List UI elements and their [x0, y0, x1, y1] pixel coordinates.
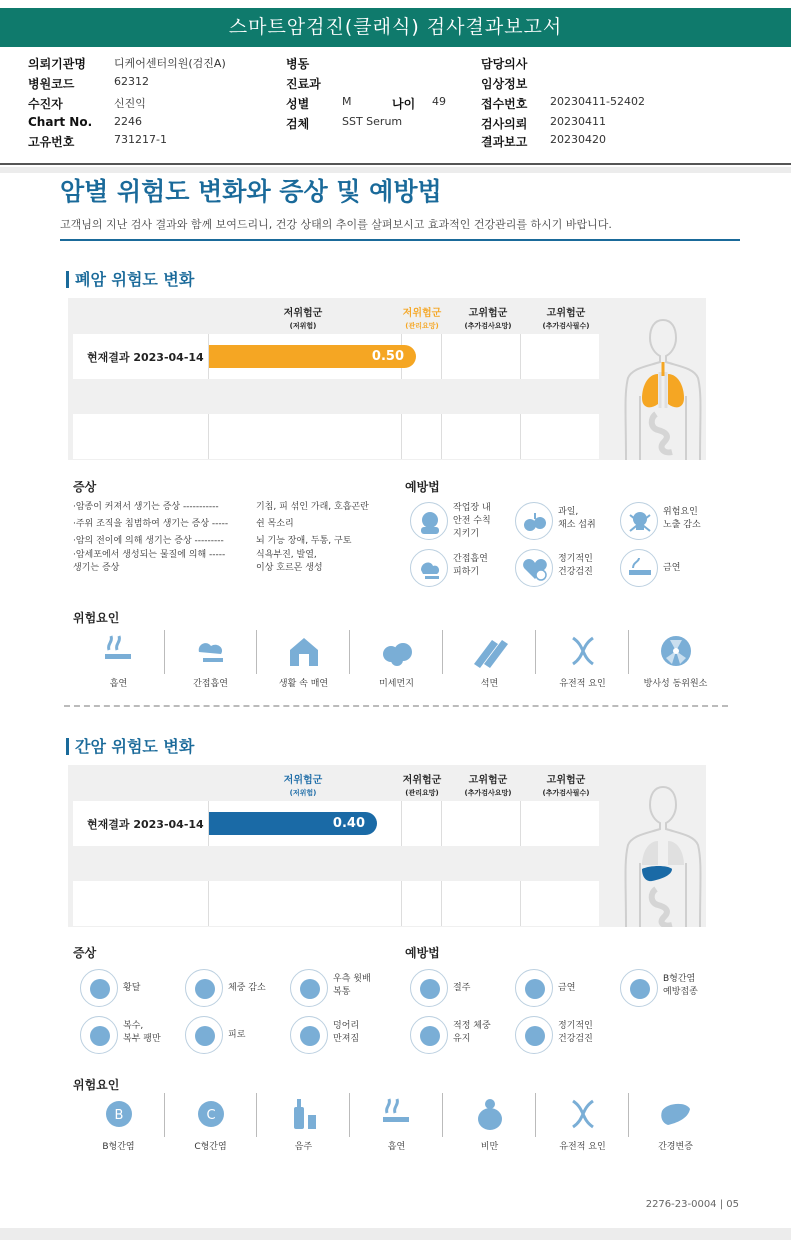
liver-symptom-label: 황달: [123, 983, 141, 993]
liver-empty-row: [73, 881, 599, 926]
page-subtitle: 고객님의 지난 검사 결과와 함께 보여드리니, 건강 상태의 추이를 살펴보시고 효과적인 건강관리를 하시기 바랍니다.: [60, 218, 612, 231]
liver-risk-title: 위험요인: [73, 1078, 120, 1092]
lung-prevention-3: 위험요인 노출 감소: [620, 502, 730, 542]
cloudsmoke-icon: [193, 634, 229, 668]
risk-factor-label: 흡연: [387, 1142, 406, 1152]
risk-factor-label: 유전적 요인: [559, 1142, 606, 1152]
lung-risk-title: 위험요인: [73, 611, 120, 625]
liver-prevention-icon: [515, 1016, 553, 1054]
risk-factor-6: [536, 1097, 629, 1153]
specimen-label: 검체: [286, 117, 310, 131]
house-icon: [286, 634, 322, 668]
risk-factor-label: 음주: [294, 1142, 313, 1152]
institution-label: 의뢰기관명: [28, 57, 86, 71]
liver-prevention-label: 정기적인 건강검진: [558, 1021, 593, 1044]
lung-result-row: [73, 334, 599, 379]
sex-value: M: [342, 95, 352, 108]
risk-factor-label: 석면: [480, 679, 499, 689]
liver-prevention-4: [410, 1016, 520, 1056]
lung-col-3: 고위험군 (추가검사요망): [464, 308, 512, 330]
risk-factor-3: [257, 634, 350, 690]
lung-body-figure: [620, 316, 706, 460]
liver-symptom-icon: [290, 1016, 328, 1054]
page-title: 암별 위험도 변화와 증상 및 예방법: [60, 177, 442, 206]
clinical-label: 임상정보: [481, 77, 528, 91]
liver-prevention-5: [515, 1016, 625, 1056]
liver-prevention-2: [515, 969, 625, 1009]
liver-symptom-label: 복수, 복부 팽만: [123, 1021, 161, 1044]
liver-symptom-label: 덩어리 만져짐: [333, 1021, 360, 1044]
liver-symptoms-title: 증상: [73, 946, 97, 960]
lung-left-organ: [642, 374, 658, 407]
report-title: 스마트암검진(클래식) 검사결과보고서: [0, 8, 791, 47]
virusC-icon: [193, 1097, 229, 1131]
institution-value: 디케어센터의원(검진A): [114, 57, 226, 70]
liver-symptom-6: [290, 1016, 400, 1056]
liver-risk-panel: [68, 765, 706, 927]
dna-icon: [565, 634, 601, 668]
skull-icon: [620, 502, 658, 540]
liver-prevention-label: 금연: [558, 983, 576, 993]
smoke-icon: [101, 634, 137, 668]
lung-prevention-1: 작업장 내 안전 수칙 지키기: [410, 502, 520, 542]
bottle-icon: [286, 1097, 322, 1131]
liver-risk-bar: 0.40: [209, 812, 377, 835]
risk-factor-4: [350, 1097, 443, 1153]
dna-icon: [565, 1097, 601, 1131]
section-divider: [64, 705, 728, 707]
specimen-value: SST Serum: [342, 115, 403, 128]
svg-text:B: B: [114, 1108, 124, 1123]
risk-factor-label: 미세먼지: [379, 679, 414, 689]
lung-symptom-2-right: 쉰 목소리: [256, 519, 294, 529]
risk-factor-7: [629, 634, 722, 690]
lung-empty-row: [73, 414, 599, 459]
lung-symptom-2-left: ·주위 조직을 침범하여 생기는 증상 -----: [73, 519, 229, 529]
lung-right-organ: [668, 374, 684, 407]
lung-risk-bar: 0.50: [209, 345, 416, 368]
risk-factor-label: B형간염: [102, 1142, 135, 1152]
liver-symptom-1: [80, 969, 190, 1009]
secondhand-smoke-icon: [410, 549, 448, 587]
lung-result-label: 현재결과 2023-04-14: [87, 351, 204, 364]
virusB-icon: [101, 1097, 137, 1131]
risk-factor-label: 비만: [480, 1142, 499, 1152]
lung-symptom-4-right: 식욕부진, 발열, 이상 호르몬 생성: [256, 550, 323, 573]
risk-factor-4: [350, 634, 443, 690]
liver-symptom-label: 피로: [228, 1030, 246, 1040]
risk-factor-label: 방사성 동위원소: [643, 679, 708, 689]
liver-col-1: 저위험군 (저위험): [283, 775, 323, 797]
liver-symptom-icon: [80, 1016, 118, 1054]
liver-symptom-2: [185, 969, 295, 1009]
risk-factor-5: [443, 1097, 536, 1153]
dept-label: 진료과: [286, 77, 321, 91]
lung-risk-panel: [68, 298, 706, 460]
liver-symptom-icon: [185, 969, 223, 1007]
lung-symptom-4-left: ·암세포에서 생성되는 물질에 의해 ----- 생기는 증상: [73, 550, 226, 573]
receipt-value: 20230411-52402: [550, 95, 645, 108]
liver-symptom-icon: [290, 969, 328, 1007]
liver-prevention-label: 적정 체중 유지: [453, 1021, 491, 1044]
risk-factor-6: [536, 634, 629, 690]
liver-body-figure: [620, 783, 706, 927]
patient-info: [0, 50, 791, 165]
hospital-code-value: 62312: [114, 75, 149, 88]
risk-factor-label: 유전적 요인: [559, 679, 606, 689]
lung-symptom-3-right: 뇌 기능 장애, 두통, 구토: [256, 536, 352, 546]
risk-factor-label: C형간염: [194, 1142, 227, 1152]
lung-symptom-1-right: 기침, 피 섞인 가래, 호흡곤란: [256, 502, 369, 512]
report-value: 20230420: [550, 133, 606, 146]
risk-factor-1: [72, 634, 165, 690]
sex-label: 성별: [286, 97, 310, 111]
liver-col-4: 고위험군 (추가검사필수): [542, 775, 590, 797]
liver-symptom-icon: [80, 969, 118, 1007]
lung-col-4: 고위험군 (추가검사필수): [542, 308, 590, 330]
lung-col-2: 저위험군 (관리요망): [402, 308, 442, 330]
lung-section-title: 폐암 위험도 변화: [66, 271, 194, 288]
risk-factor-1: [72, 1097, 165, 1153]
risk-factor-label: 흡연: [109, 679, 128, 689]
receipt-label: 접수번호: [481, 97, 528, 111]
lung-prevention-4: 간접흡연 피하기: [410, 549, 520, 589]
liver-col-3: 고위험군 (추가검사요망): [464, 775, 512, 797]
title-rule: [60, 239, 740, 241]
obese-icon: [472, 1097, 508, 1131]
page-footer: 2276-23-0004 | 05: [645, 1199, 739, 1210]
lung-prevention-6: 금연: [620, 549, 730, 589]
liver-symptom-icon: [185, 1016, 223, 1054]
liver-result-row: [73, 801, 599, 846]
ward-label: 병동: [286, 57, 310, 71]
report-label: 결과보고: [481, 135, 528, 149]
lung-prevention-title: 예방법: [405, 480, 440, 494]
liver-prevention-label: B형간염 예방접종: [663, 974, 698, 997]
patient-value: 신진익: [114, 97, 146, 110]
fruit-icon: [515, 502, 553, 540]
liver-col-2: 저위험군 (관리요망): [402, 775, 442, 797]
lung-col-1: 저위험군 (저위험): [283, 308, 323, 330]
liver-prevention-title: 예방법: [405, 946, 440, 960]
liver-section-title: 간암 위험도 변화: [66, 738, 194, 755]
risk-factor-2: [164, 1097, 257, 1153]
liver-prevention-icon: [620, 969, 658, 1007]
heart-check-icon: [515, 549, 553, 587]
radiation-icon: [658, 634, 694, 668]
risk-factor-3: [257, 1097, 350, 1153]
asbestos-icon: [472, 634, 508, 668]
chart-label: Chart No.: [28, 115, 93, 129]
doctor-label: 담당의사: [481, 57, 528, 71]
lung-symptoms-title: 증상: [73, 480, 97, 494]
safety-icon: [410, 502, 448, 540]
liver-prevention-3: [620, 969, 730, 1009]
bottom-band: [0, 1228, 791, 1240]
request-label: 검사의뢰: [481, 117, 528, 131]
smoke-icon: [379, 1097, 415, 1131]
liver-prevention-icon: [515, 969, 553, 1007]
lung-prevention-2: 과일, 채소 섭취: [515, 502, 625, 542]
liver-symptom-4: [80, 1016, 190, 1056]
liver-symptom-3: [290, 969, 400, 1009]
liver-symptom-label: 체중 감소: [228, 983, 266, 993]
liver-prevention-label: 절주: [453, 983, 471, 993]
age-value: 49: [432, 95, 446, 108]
lung-symptom-3-left: ·암의 전이에 의해 생기는 증상 ---------: [73, 536, 224, 546]
unique-value: 731217-1: [114, 133, 167, 146]
request-value: 20230411: [550, 115, 606, 128]
liver-prevention-1: [410, 969, 520, 1009]
liver-result-label: 현재결과 2023-04-14: [87, 818, 204, 831]
chart-value: 2246: [114, 115, 142, 128]
patient-label: 수진자: [28, 97, 63, 111]
liver-organ: [642, 866, 672, 881]
risk-factor-5: [443, 634, 536, 690]
no-smoking-icon: [620, 549, 658, 587]
age-label: 나이: [392, 97, 416, 111]
liver-symptom-label: 우측 윗배 복통: [333, 974, 371, 997]
risk-factor-2: [164, 634, 257, 690]
dust-icon: [379, 634, 415, 668]
hospital-code-label: 병원코드: [28, 77, 75, 91]
lung-prevention-5: 정기적인 건강검진: [515, 549, 625, 589]
risk-factor-7: [629, 1097, 722, 1153]
risk-factor-label: 생활 속 매연: [278, 679, 329, 689]
unique-label: 고유번호: [28, 135, 75, 149]
risk-factor-label: 간경변증: [658, 1142, 693, 1152]
liver-prevention-icon: [410, 969, 448, 1007]
liver-symptom-5: [185, 1016, 295, 1056]
svg-text:C: C: [206, 1108, 216, 1123]
cirrhosis-icon: [658, 1097, 694, 1131]
lung-symptom-1-left: ·암종이 커져서 생기는 증상 -----------: [73, 502, 219, 512]
risk-factor-label: 간접흡연: [193, 679, 228, 689]
liver-prevention-icon: [410, 1016, 448, 1054]
